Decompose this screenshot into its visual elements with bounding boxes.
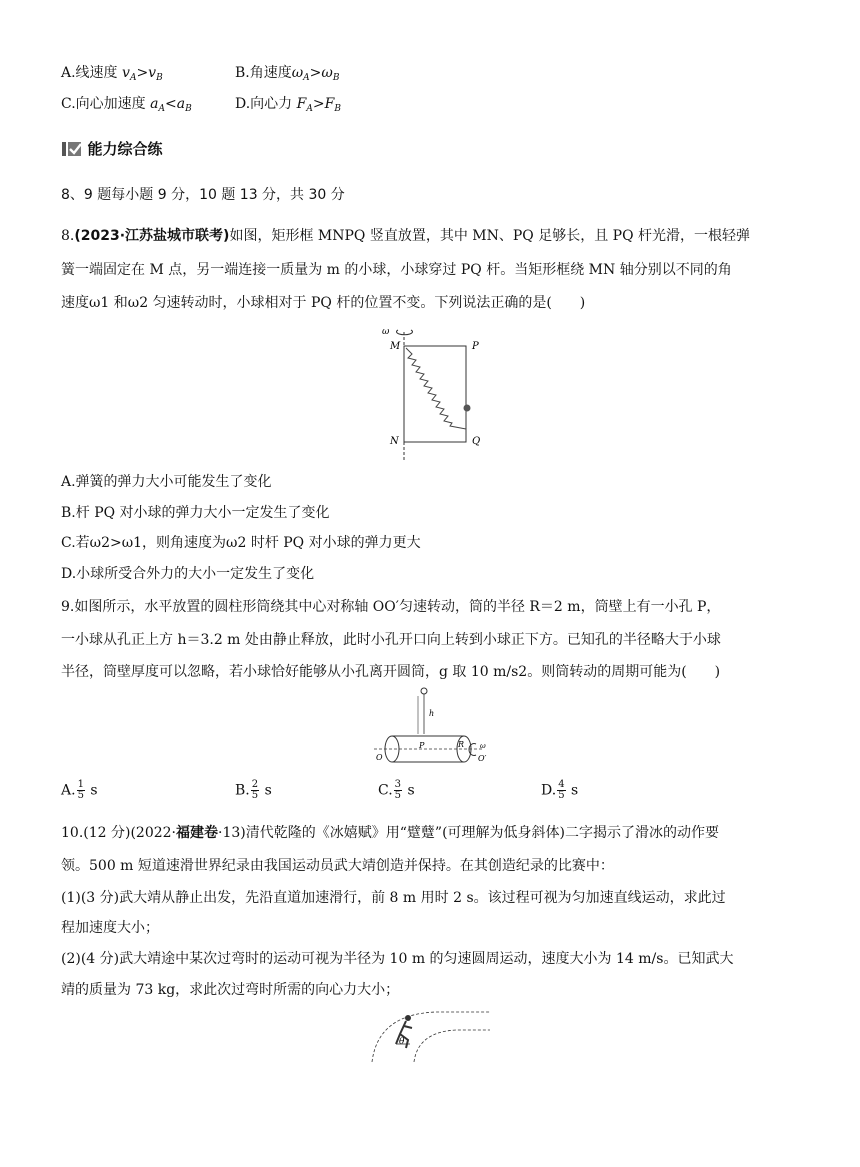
q8-option-c: C.若ω2>ω1，则角速度为ω2 时杆 PQ 对小球的弹力更大 bbox=[61, 535, 421, 551]
q9-line1: 9.如图所示，水平放置的圆柱形筒绕其中心对称轴 OO′匀速转动，筒的半径 R＝2 m，筒壁上有一小孔 P， bbox=[61, 599, 721, 615]
q10-part1-line1: (1)(3 分)武大靖从静止出发，先沿直道加速滑行，前 8 m 用时 2 s。该过程可视为匀加速直线运动，求此过 bbox=[61, 890, 726, 906]
label-q: Q bbox=[472, 436, 481, 447]
q8-line1: 8.(2023·江苏盐城市联考)如图，矩形框 MNPQ 竖直放置，其中 MN、PQ 足够长，且 PQ 杆光滑，一根轻弹 bbox=[61, 228, 751, 244]
spring bbox=[406, 348, 466, 429]
q9-line2: 一小球从孔正上方 h＝3.2 m 处由静止释放，此时小孔开口向上转到小球正下方。已知孔的半径略大于小球 bbox=[61, 632, 721, 648]
q9-figure-cylinder bbox=[372, 686, 492, 768]
q7-option-c: C.向心加速度 $a_A<a_B$ bbox=[61, 96, 192, 114]
q9-option-a: A. $\frac{1}{5}$ s bbox=[61, 779, 98, 801]
q9-option-d: D. $\frac{4}{5}$ s bbox=[541, 779, 579, 801]
checklist-icon bbox=[61, 140, 83, 158]
q7-option-d: D.向心力 $F_A>F_B$ bbox=[235, 96, 341, 114]
section-title: 能力综合练 bbox=[87, 140, 163, 158]
label-omega: ω bbox=[480, 742, 486, 750]
ball bbox=[464, 405, 471, 412]
label-omega: ω bbox=[382, 327, 390, 337]
section-header bbox=[61, 138, 162, 159]
ball bbox=[421, 688, 427, 694]
label-theta: θ bbox=[399, 1037, 405, 1047]
label-p: P bbox=[419, 741, 425, 750]
q7-option-b: B.角速度$\omega_A>\omega_B$ bbox=[235, 65, 340, 83]
label-r: R bbox=[458, 740, 465, 749]
q8-option-a: A.弹簧的弹力大小可能发生了变化 bbox=[61, 474, 272, 490]
q8-option-d: D.小球所受合外力的大小一定发生了变化 bbox=[61, 566, 315, 582]
label-n: N bbox=[390, 436, 399, 447]
rotation-arrow-icon bbox=[469, 744, 476, 756]
q10-line1: 10.(12 分)(2022·福建卷·13)清代乾隆的《冰嬉赋》用“躄躠”(可理解为低身斜体)二字揭示了滑冰的动作要 bbox=[61, 825, 719, 841]
q8-option-b: B.杆 PQ 对小球的弹力大小一定发生了变化 bbox=[61, 505, 330, 521]
q9-line3: 半径，筒壁厚度可以忽略，若小球恰好能够从小孔离开圆筒，g 取 10 m/s2。则筒转动的周期可能为( ) bbox=[61, 664, 721, 680]
q8-line2: 簧一端固定在 M 点，另一端连接一质量为 m 的小球，小球穿过 PQ 杆。当矩形框绕 MN 轴分别以不同的角 bbox=[61, 262, 732, 278]
q7-option-a: A.线速度 $v_A>v_B$ bbox=[61, 65, 163, 83]
score-note: 8、9 题每小题 9 分，10 题 13 分，共 30 分 bbox=[61, 187, 345, 203]
q8-figure-frame-spring bbox=[378, 322, 488, 462]
track-outer bbox=[372, 1012, 490, 1062]
track-inner bbox=[414, 1030, 490, 1062]
q10-line2: 领。500 m 短道速滑世界纪录由我国运动员武大靖创造并保持。在其创造纪录的比赛中： bbox=[61, 858, 614, 874]
q10-part1-line2: 程加速度大小； bbox=[61, 920, 159, 936]
label-o: O bbox=[376, 753, 383, 762]
q10-figure-skater-curve bbox=[366, 1006, 494, 1066]
q9-option-b: B. $\frac{2}{5}$ s bbox=[235, 779, 272, 801]
label-h: h bbox=[429, 709, 435, 718]
label-o-prime: O′ bbox=[478, 754, 487, 763]
label-p: P bbox=[472, 341, 479, 352]
q9-option-c: C. $\frac{3}{5}$ s bbox=[378, 779, 415, 801]
label-m: M bbox=[390, 341, 401, 352]
q8-source: (2023·江苏盐城市联考) bbox=[74, 228, 230, 244]
q10-part2-line1: (2)(4 分)武大靖途中某次过弯时的运动可视为半径为 10 m 的匀速圆周运动，速度大小为 14 m/s。已知武大 bbox=[61, 951, 734, 967]
q8-line3: 速度ω1 和ω2 匀速转动时，小球相对于 PQ 杆的位置不变。下列说法正确的是( ) bbox=[61, 295, 586, 311]
q10-part2-line2: 靖的质量为 73 kg，求此次过弯时所需的向心力大小； bbox=[61, 982, 400, 998]
